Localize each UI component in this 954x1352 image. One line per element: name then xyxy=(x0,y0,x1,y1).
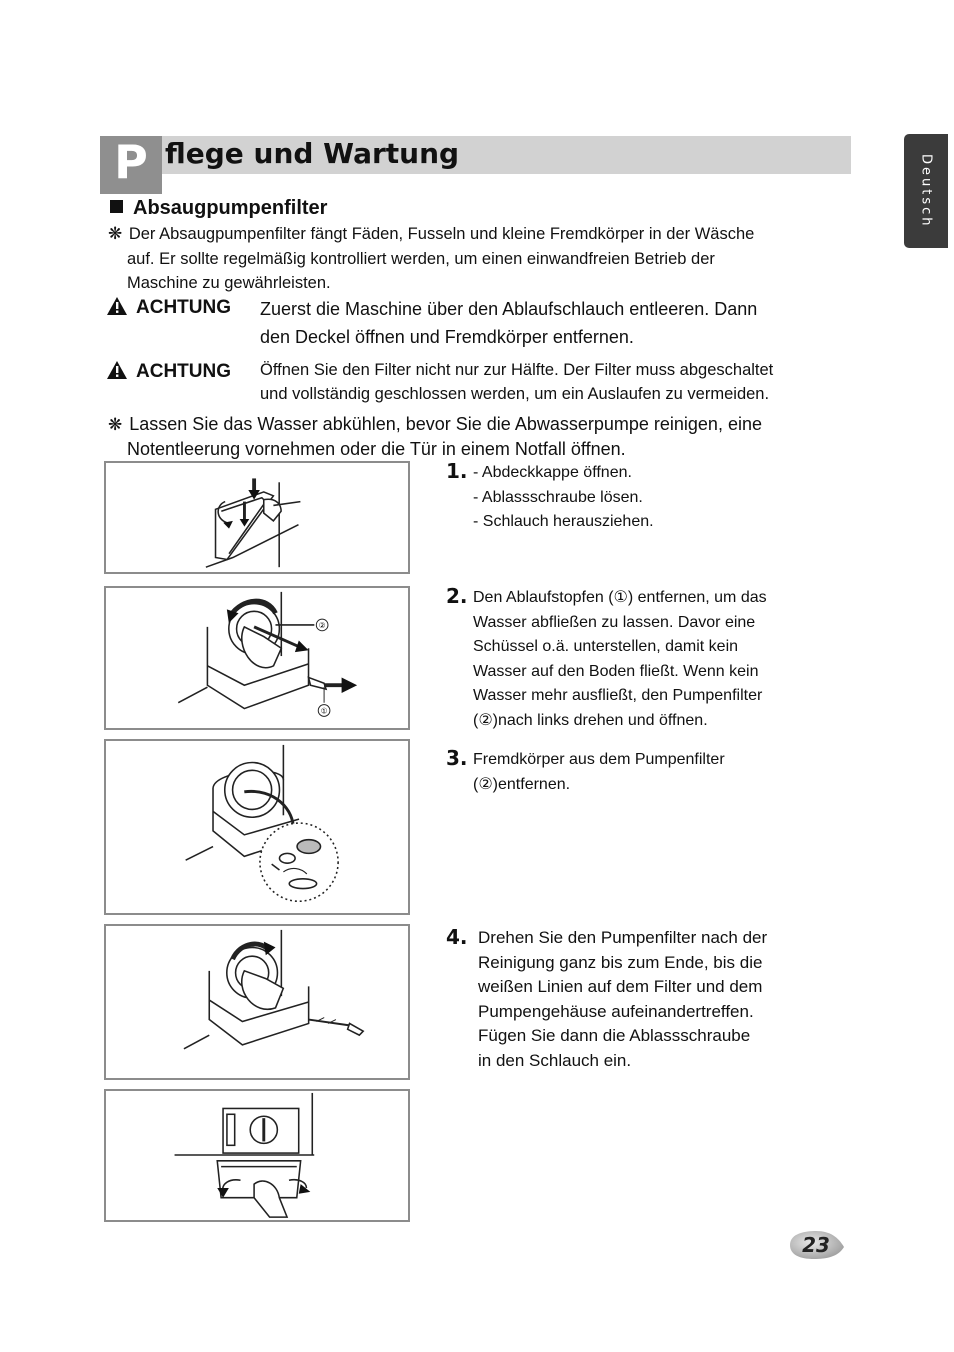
note-paragraph xyxy=(108,412,867,461)
step-line: Wasser mehr ausfließt, den Pumpenfilter xyxy=(473,687,763,704)
step-number: 4. xyxy=(446,925,468,949)
step-number: 1. xyxy=(446,459,468,483)
illustration-close-cover xyxy=(106,1091,408,1220)
step-line: Den Ablaufstopfen (①) entfernen, um das xyxy=(473,589,767,606)
illustration-open-cap xyxy=(106,463,408,572)
warning-line: den Deckel öffnen und Fremdkörper entfernen. xyxy=(260,327,634,347)
figure-step-3 xyxy=(104,739,410,915)
intro-paragraph xyxy=(108,222,838,296)
step-line: Schüssel o.ä. unterstellen, damit kein xyxy=(473,638,739,655)
step-number: 3. xyxy=(446,746,468,770)
step-line: - Ablassschraube lösen. xyxy=(473,488,643,506)
warning-triangle-icon xyxy=(106,360,128,380)
warning-line: und vollständig geschlossen werden, um ein Auslaufen zu vermeiden. xyxy=(260,385,770,403)
figure-step-2 xyxy=(104,586,410,730)
asterisk-bullet-icon: ❋ xyxy=(108,224,123,243)
intro-line: Der Absaugpumpenfilter fängt Fäden, Fusseln und kleine Fremdkörper in der Wäsche xyxy=(128,225,755,243)
warning-line: Öffnen Sie den Filter nicht nur zur Hälfte. Der Filter muss abgeschaltet xyxy=(260,361,774,379)
section-heading-text: Absaugpumpenfilter xyxy=(133,197,328,219)
language-tab-label: Deutsch xyxy=(918,153,934,229)
intro-line: auf. Er sollte regelmäßig kontrolliert werden, um einen einwandfreien Betrieb der xyxy=(127,249,715,268)
warning-label-text: ACHTUNG xyxy=(136,361,231,382)
figure-step-4 xyxy=(104,924,410,1080)
callout-1-label: ① xyxy=(320,706,328,716)
step-line: (②)entfernen. xyxy=(473,775,571,793)
callout-2-label: ② xyxy=(318,620,326,630)
step-line: (②)nach links drehen und öffnen. xyxy=(473,711,708,729)
page-title: flege und Wartung xyxy=(165,137,460,170)
warning-text xyxy=(260,295,830,351)
asterisk-bullet-icon: ❋ xyxy=(108,415,123,434)
warning-label xyxy=(106,296,231,319)
warning-triangle-icon xyxy=(106,296,128,316)
warning-label-text: ACHTUNG xyxy=(136,297,231,318)
step-line: Reinigung ganz bis zum Ende, bis die xyxy=(478,952,763,972)
note-line: Notentleerung vornehmen oder die Tür in einem Notfall öffnen. xyxy=(127,439,626,459)
illustration-remove-debris xyxy=(106,741,408,913)
section-heading xyxy=(110,196,327,220)
figure-step-1 xyxy=(104,461,410,574)
step-line: Wasser auf den Boden fließt. Wenn kein xyxy=(473,662,759,680)
step-line: Pumpengehäuse aufeinandertreffen. xyxy=(478,1001,754,1021)
warning-line: Zuerst die Maschine über den Ablaufschlauch entleeren. Dann xyxy=(260,299,758,319)
step-line: Wasser abfließen zu lassen. Davor eine xyxy=(473,613,756,631)
step-line: weißen Linien auf dem Filter und dem xyxy=(478,977,763,996)
figure-step-5 xyxy=(104,1089,410,1222)
step-number: 2. xyxy=(446,584,468,608)
step-line: Drehen Sie den Pumpenfilter nach der xyxy=(478,928,768,947)
step-line: in den Schlauch ein. xyxy=(478,1050,632,1070)
illustration-reinsert-filter xyxy=(106,926,408,1078)
intro-line: Maschine zu gewährleisten. xyxy=(127,274,331,292)
step-line: Fremdkörper aus dem Pumpenfilter xyxy=(473,751,725,768)
note-line: Lassen Sie das Wasser abkühlen, bevor Sie die Abwasserpumpe reinigen, eine xyxy=(129,414,762,434)
step-line: Fügen Sie dann die Ablassschraube xyxy=(478,1026,751,1045)
page-number: 23 xyxy=(802,1233,830,1257)
step-line: - Schlauch herausziehen. xyxy=(473,513,654,530)
illustration-drain-plug xyxy=(106,588,408,728)
square-bullet-icon xyxy=(110,200,123,213)
warning-label xyxy=(106,360,231,383)
title-initial-letter: P xyxy=(114,135,148,189)
warning-text xyxy=(260,358,840,406)
step-line: - Abdeckkappe öffnen. xyxy=(473,464,632,481)
